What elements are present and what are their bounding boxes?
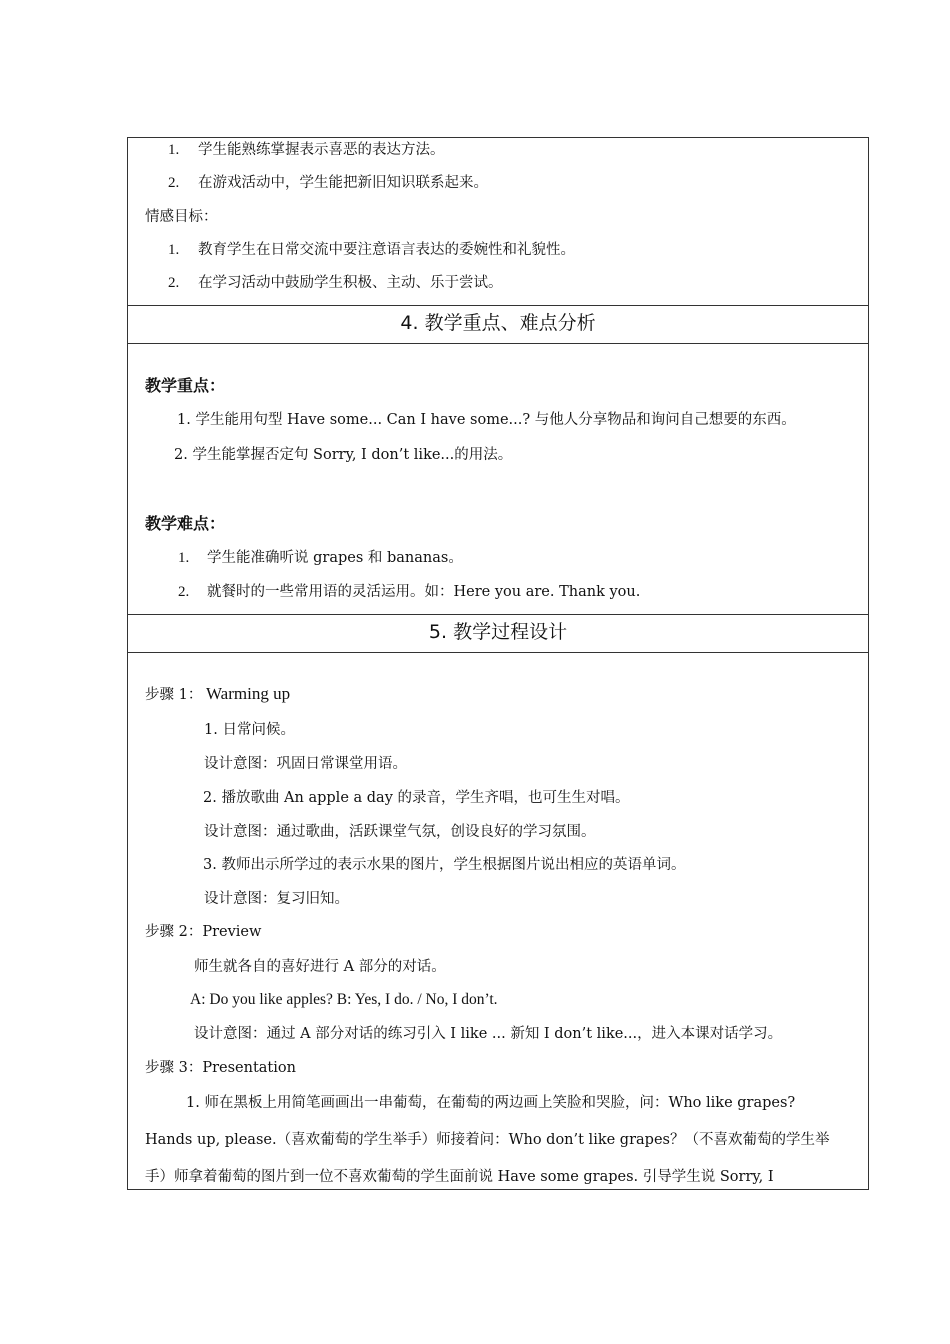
step-line: Hands up, please.（喜欢葡萄的学生举手）师接着问：Who don’t like grapes？（不喜欢葡萄的学生举 — [145, 1132, 830, 1148]
list-number: 2. — [168, 175, 180, 191]
difficulty-item: 学生能准确听说 grapes 和 bananas。 — [207, 550, 463, 566]
step-line: 师生就各自的喜好进行 A 部分的对话。 — [194, 959, 446, 975]
affective-item: 教育学生在日常交流中要注意语言表达的委婉性和礼貌性。 — [198, 242, 575, 258]
design-intent: 设计意图：通过 A 部分对话的练习引入 I like ... 新知 I don’t like...，进入本课对话学习。 — [194, 1026, 783, 1042]
key-points-label: 教学重点： — [145, 376, 226, 395]
list-number: 1. — [168, 242, 180, 258]
design-intent: 设计意图：巩固日常课堂用语。 — [204, 756, 407, 772]
section-4-title: 4. 教学重点、难点分析 — [400, 312, 596, 334]
objective-item: 学生能熟练掌握表示喜恶的表达方法。 — [198, 142, 445, 158]
table-divider — [127, 343, 869, 344]
table-divider — [127, 614, 869, 615]
affective-goals-label: 情感目标： — [145, 209, 218, 225]
list-number: 1. — [178, 550, 190, 566]
list-number: 2. — [168, 275, 180, 291]
design-intent: 设计意图：通过歌曲，活跃课堂气氛，创设良好的学习氛围。 — [204, 824, 596, 840]
step-label: 步骤 3：Presentation — [145, 1060, 296, 1076]
difficulties-label: 教学难点： — [145, 514, 226, 533]
affective-item: 在学习活动中鼓励学生积极、主动、乐于尝试。 — [198, 275, 503, 291]
step-line: 1. 日常问候。 — [204, 722, 295, 738]
key-point-item: 2. 学生能掌握否定句 Sorry, I don’t like...的用法。 — [174, 447, 513, 463]
step-name: Warming up — [206, 684, 291, 703]
step-label: 步骤 2：Preview — [145, 924, 262, 940]
list-number: 2. — [178, 584, 190, 600]
step-line: 3. 教师出示所学过的表示水果的图片，学生根据图片说出相应的英语单词。 — [203, 857, 686, 873]
difficulty-item: 就餐时的一些常用语的灵活运用。如：Here you are. Thank you. — [207, 584, 641, 600]
step-label: 步骤 1： — [145, 687, 203, 703]
key-point-item: 1. 学生能用句型 Have some... Can I have some...? 与他人分享物品和询问自己想要的东西。 — [177, 412, 796, 428]
objective-item: 在游戏活动中，学生能把新旧知识联系起来。 — [198, 175, 488, 191]
dialogue-line: A: Do you like apples? B: Yes, I do. / No, I don’t. — [190, 991, 498, 1008]
step-line: 手）师拿着葡萄的图片到一位不喜欢葡萄的学生面前说 Have some grapes. 引导学生说 Sorry, I — [145, 1169, 774, 1185]
step-line: 2. 播放歌曲 An apple a day 的录音，学生齐唱，也可生生对唱。 — [203, 790, 630, 806]
section-5-title: 5. 教学过程设计 — [428, 621, 568, 643]
table-divider — [127, 305, 869, 306]
step-line: 1. 师在黑板上用简笔画画出一串葡萄，在葡萄的两边画上笑脸和哭脸，问：Who like grapes? — [186, 1095, 796, 1111]
design-intent: 设计意图：复习旧知。 — [204, 891, 349, 907]
list-number: 1. — [168, 142, 180, 158]
table-divider — [127, 652, 869, 653]
